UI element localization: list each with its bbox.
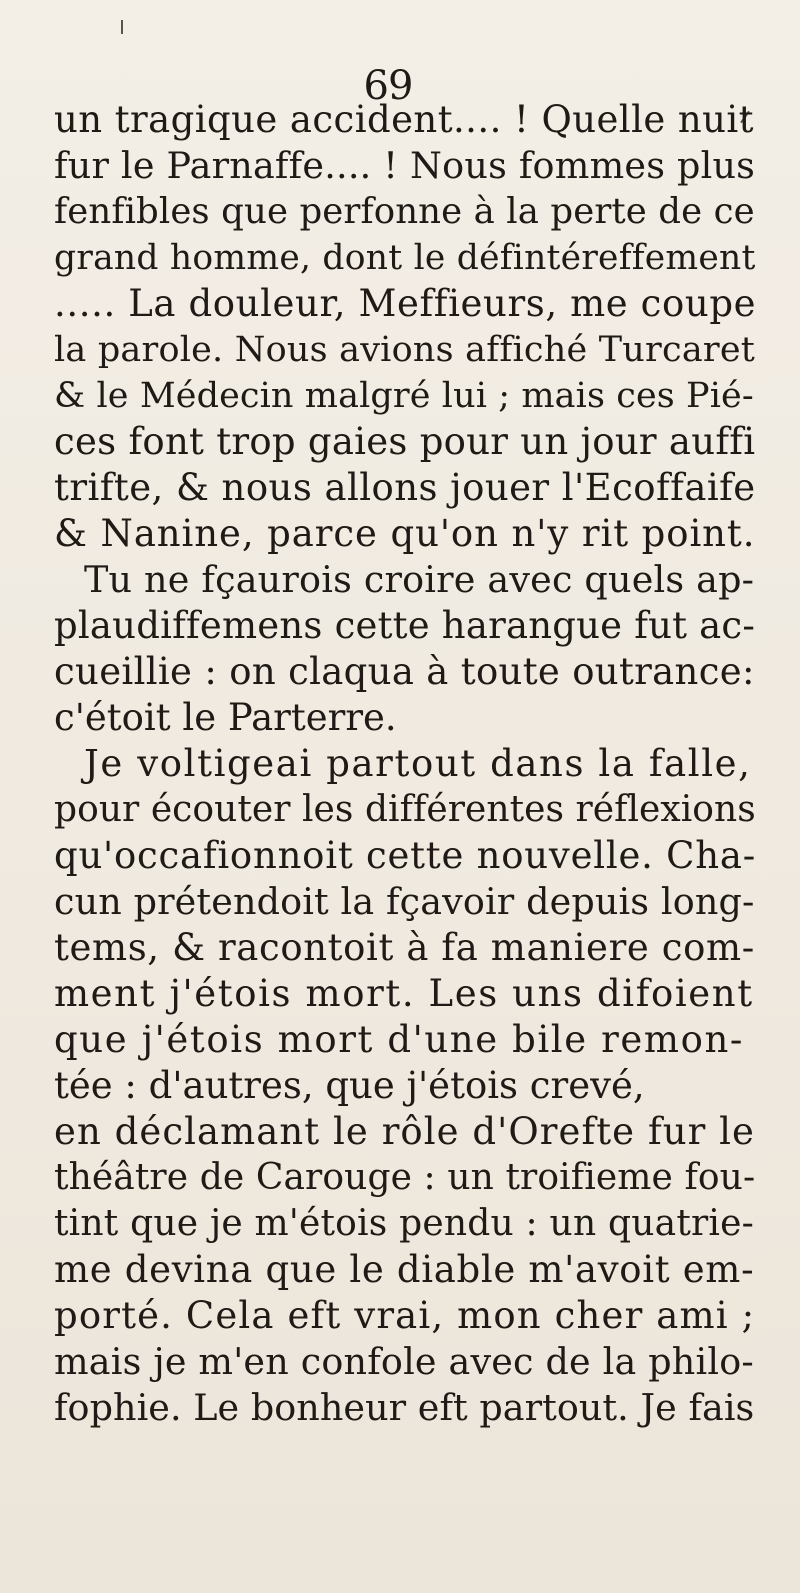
page-number: 69 xyxy=(363,63,413,109)
stray-mark-top xyxy=(121,20,123,34)
text-line: c'étoit le Parterre. xyxy=(54,696,397,739)
text-line: fophie. Le bonheur eft partout. Je fais xyxy=(54,1386,755,1429)
text-line: tint que je m'étois pendu : un quatrie- xyxy=(54,1203,755,1244)
text-line: grand homme, dont le défintéreffement xyxy=(54,238,756,278)
text-line: cun prétendoit la fçavoir depuis long- xyxy=(54,880,755,923)
text-line: ces font trop gaies pour un jour auffi xyxy=(54,420,756,463)
text-line: en déclamant le rôle d'Orefte fur le xyxy=(54,1110,755,1153)
text-line: ment j'étois mort. Les uns difoient xyxy=(54,972,754,1015)
text-line: mais je m'en confole avec de la philo- xyxy=(54,1340,754,1383)
text-line: fenfibles que perfonne à la perte de ce xyxy=(54,191,755,232)
text-line: & le Médecin malgré lui ; mais ces Pié- xyxy=(54,376,754,416)
text-line: plaudiffemens cette harangue fut ac- xyxy=(54,604,756,647)
text-line: qu'occafionnoit cette nouvelle. Cha- xyxy=(54,834,756,877)
text-line: tems, & racontoit à fa maniere com- xyxy=(54,926,755,969)
text-line: tée : d'autres, que j'étois crevé, xyxy=(54,1064,645,1107)
text-line: que j'étois mort d'une bile remon- xyxy=(54,1018,744,1061)
text-line: ..... La douleur, Meffieurs, me coupe xyxy=(54,282,757,325)
text-line: trifte, & nous allons jouer l'Ecoffaife xyxy=(54,466,756,509)
text-line: me devina que le diable m'avoit em- xyxy=(54,1248,755,1291)
text-line: porté. Cela eft vrai, mon cher ami ; xyxy=(54,1294,756,1337)
text-line: fur le Parnaffe.... ! Nous fommes plus xyxy=(54,144,756,187)
text-line: pour écouter les différentes réflexions xyxy=(54,789,756,830)
text-line: un tragique accident.... ! Quelle nuit xyxy=(54,98,754,141)
text-line: la parole. Nous avions affiché Turcaret xyxy=(54,330,756,370)
text-line: Tu ne fçaurois croire avec quels ap- xyxy=(84,558,755,601)
text-line: théâtre de Carouge : un troifieme fou- xyxy=(54,1157,756,1198)
text-line: Je voltigeai partout dans la falle, xyxy=(84,742,752,785)
text-line: cueillie : on claqua à toute outrance: xyxy=(54,650,755,693)
text-line: & Nanine, parce qu'on n'y rit point. xyxy=(54,512,756,555)
